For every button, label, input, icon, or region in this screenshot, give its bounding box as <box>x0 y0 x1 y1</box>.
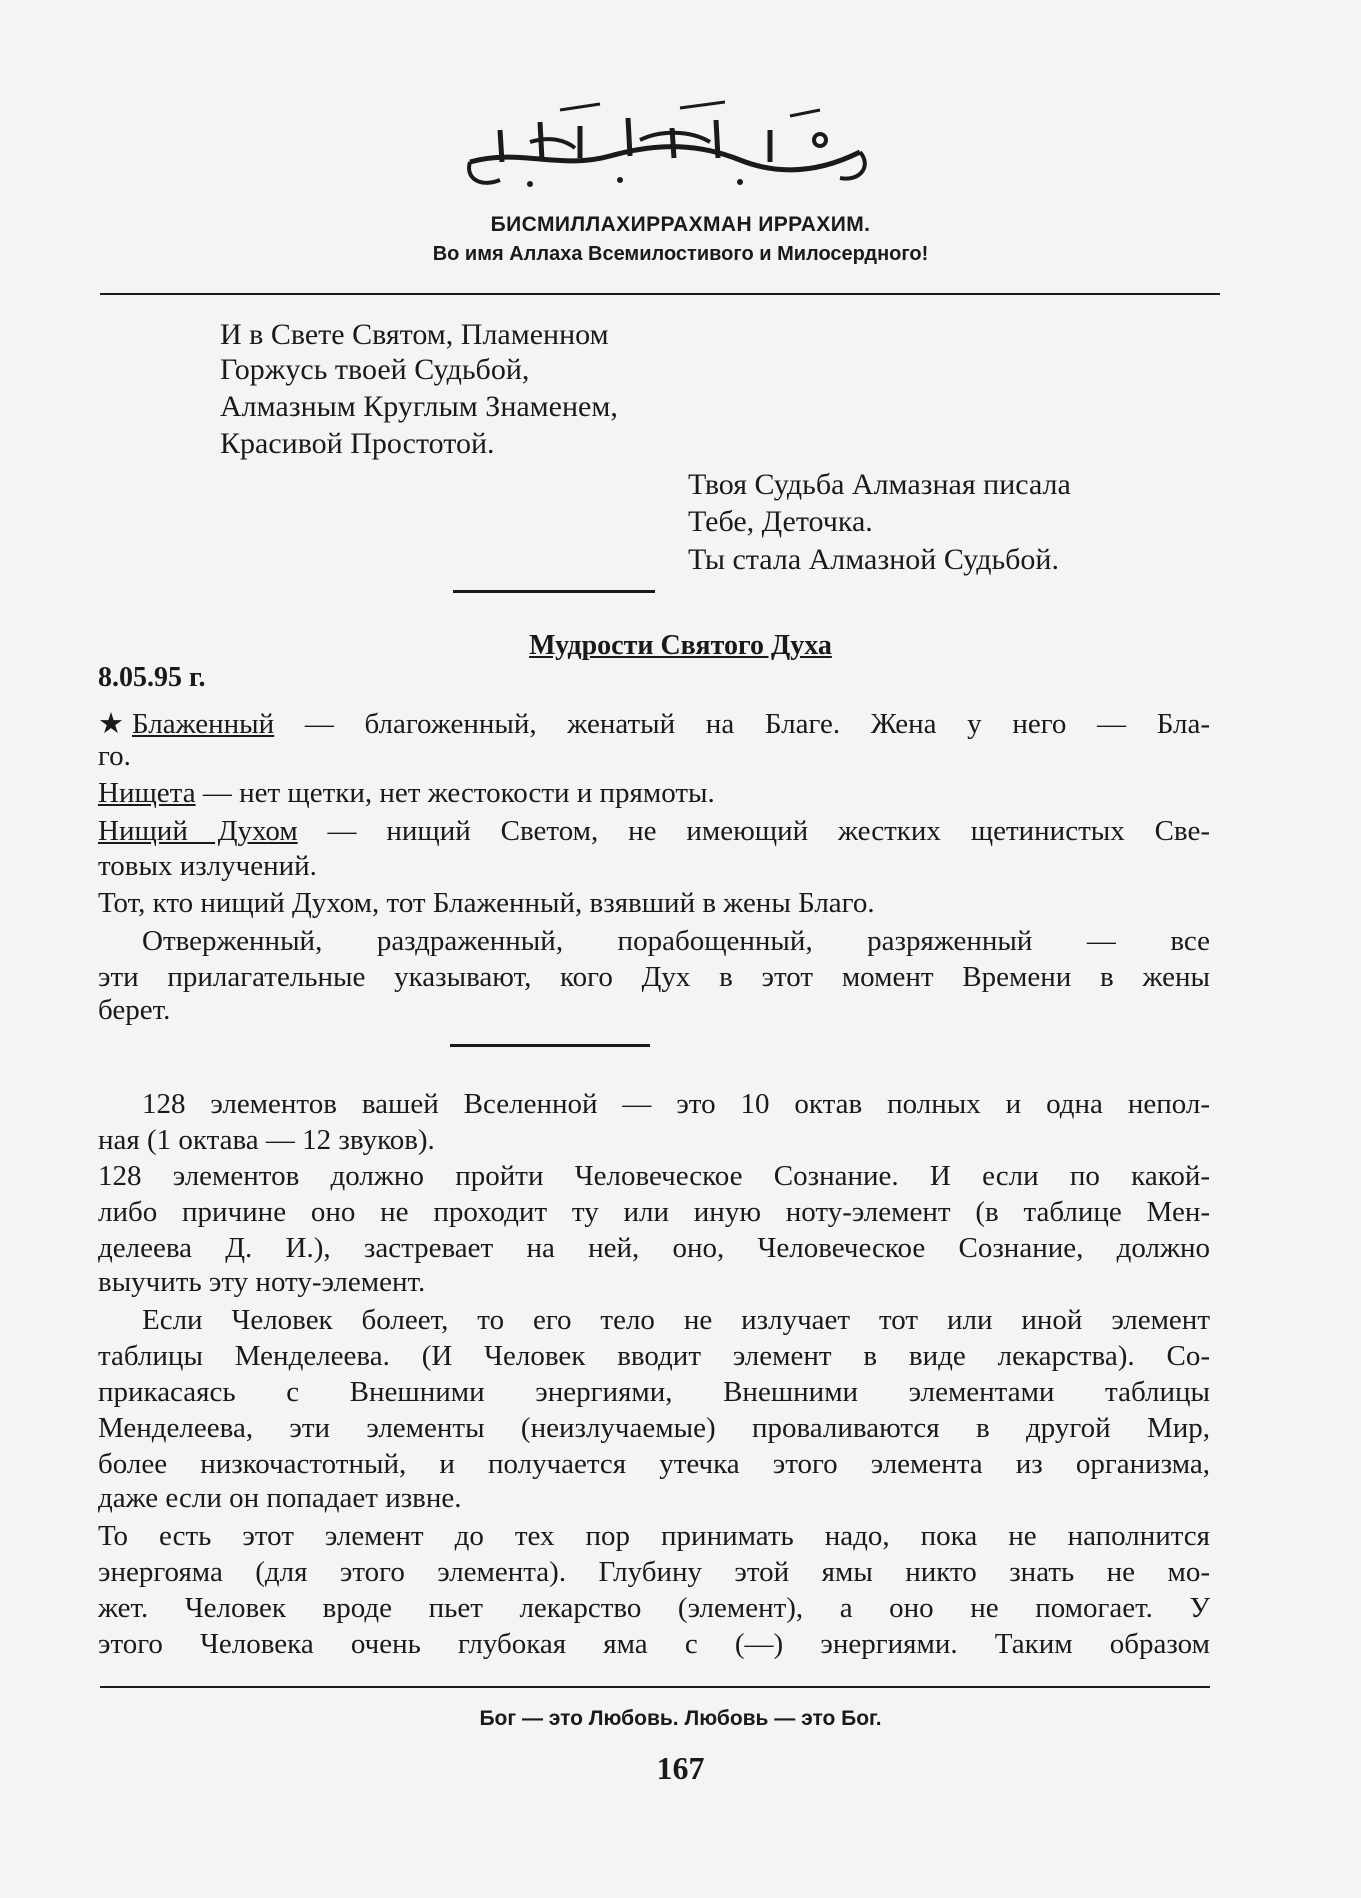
page-number: 167 <box>656 1750 705 1786</box>
defined-term: Блаженный <box>132 708 275 740</box>
poem-line: Твоя Судьба Алмазная писала <box>688 468 1071 501</box>
paragraph-line: жет. Человек вроде пьет лекарство (элемент), а оно не помогает. У <box>98 1592 1210 1624</box>
definition-line: товых излучений. <box>98 850 317 882</box>
poem-line: Ты стала Алмазной Судьбой. <box>688 543 1059 576</box>
bismillah-calligraphy <box>440 100 880 200</box>
paragraph-line: этого Человека очень глубокая яма с (—) энергиями. Таким образом <box>98 1628 1210 1660</box>
poem-line: Тебе, Деточка. <box>688 505 873 538</box>
paragraph-line: Отверженный, раздраженный, порабощенный, разряженный — все <box>142 925 1210 957</box>
paragraph-line: 128 элементов должно пройти Человеческое Сознание. И если по какой- <box>98 1160 1210 1192</box>
header-rule <box>100 293 1220 295</box>
definition-line: го. <box>98 740 131 772</box>
paragraph-line: прикасаясь с Внешними энергиями, Внешними элементами таблицы <box>98 1376 1210 1408</box>
paragraph-line: выучить эту ноту-элемент. <box>98 1266 426 1298</box>
paragraph-line: ная (1 октава — 12 звуков). <box>98 1124 435 1156</box>
poem-line: Алмазным Круглым Знаменем, <box>220 390 618 423</box>
paragraph-line: Если Человек болеет, то его тело не излучает тот или иной элемент <box>142 1304 1210 1336</box>
paragraph-line: энергояма (для этого элемента). Глубину этой ямы никто знать не мо- <box>98 1556 1210 1588</box>
section-divider <box>453 590 655 593</box>
definition-line: ★ Блаженный — благоженный, женатый на Благе. Жена у него — Бла- <box>98 708 1210 740</box>
star-icon: ★ <box>98 708 124 740</box>
paragraph-line: более низкочастотный, и получается утечка этого элемента из организма, <box>98 1448 1210 1480</box>
defined-term: Нищета <box>98 777 196 809</box>
paragraph-line: Тот, кто нищий Духом, тот Блаженный, взявший в жены Благо. <box>98 887 875 919</box>
paragraph-line: либо причине оно не проходит ту или иную ноту-элемент (в таблице Мен- <box>98 1196 1210 1228</box>
header-title: БИСМИЛЛАХИРРАХМАН ИРРАХИМ. <box>490 213 871 236</box>
defined-term: Нищий Духом <box>98 815 298 847</box>
paragraph-line: То есть этот элемент до тех пор принимать надо, пока не наполнится <box>98 1520 1210 1552</box>
paragraph-line: таблицы Менделеева. (И Человек вводит элемент в виде лекарства). Со- <box>98 1340 1210 1372</box>
entry-date: 8.05.95 г. <box>98 662 206 693</box>
paragraph-line: даже если он попадает извне. <box>98 1482 462 1514</box>
paragraph-line: берет. <box>98 994 171 1026</box>
section-divider <box>450 1044 650 1047</box>
poem-line: И в Свете Святом, Пламенном <box>220 318 609 351</box>
header-subtitle: Во имя Аллаха Всемилостивого и Милосердного! <box>432 243 929 265</box>
paragraph-line: 128 элементов вашей Вселенной — это 10 октав полных и одна непол- <box>142 1088 1210 1120</box>
definition-line: Нищий Духом — нищий Светом, не имеющий жестких щетинистых Све- <box>98 815 1210 847</box>
footer-rule <box>100 1686 1210 1688</box>
definition-line: Нищета — нет щетки, нет жестокости и прямоты. <box>98 777 715 809</box>
footer-motto: Бог — это Любовь. Любовь — это Бог. <box>479 1707 882 1730</box>
paragraph-line: делеева Д. И.), застревает на ней, оно, Человеческое Сознание, должно <box>98 1232 1210 1264</box>
section-title: Мудрости Святого Духа <box>529 630 832 661</box>
paragraph-line: Менделеева, эти элементы (неизлучаемые) проваливаются в другой Мир, <box>98 1412 1210 1444</box>
poem-line: Красивой Простотой. <box>220 427 495 460</box>
poem-line: Горжусь твоей Судьбой, <box>220 353 530 386</box>
paragraph-line: эти прилагательные указывают, кого Дух в этот момент Времени в жены <box>98 961 1210 993</box>
